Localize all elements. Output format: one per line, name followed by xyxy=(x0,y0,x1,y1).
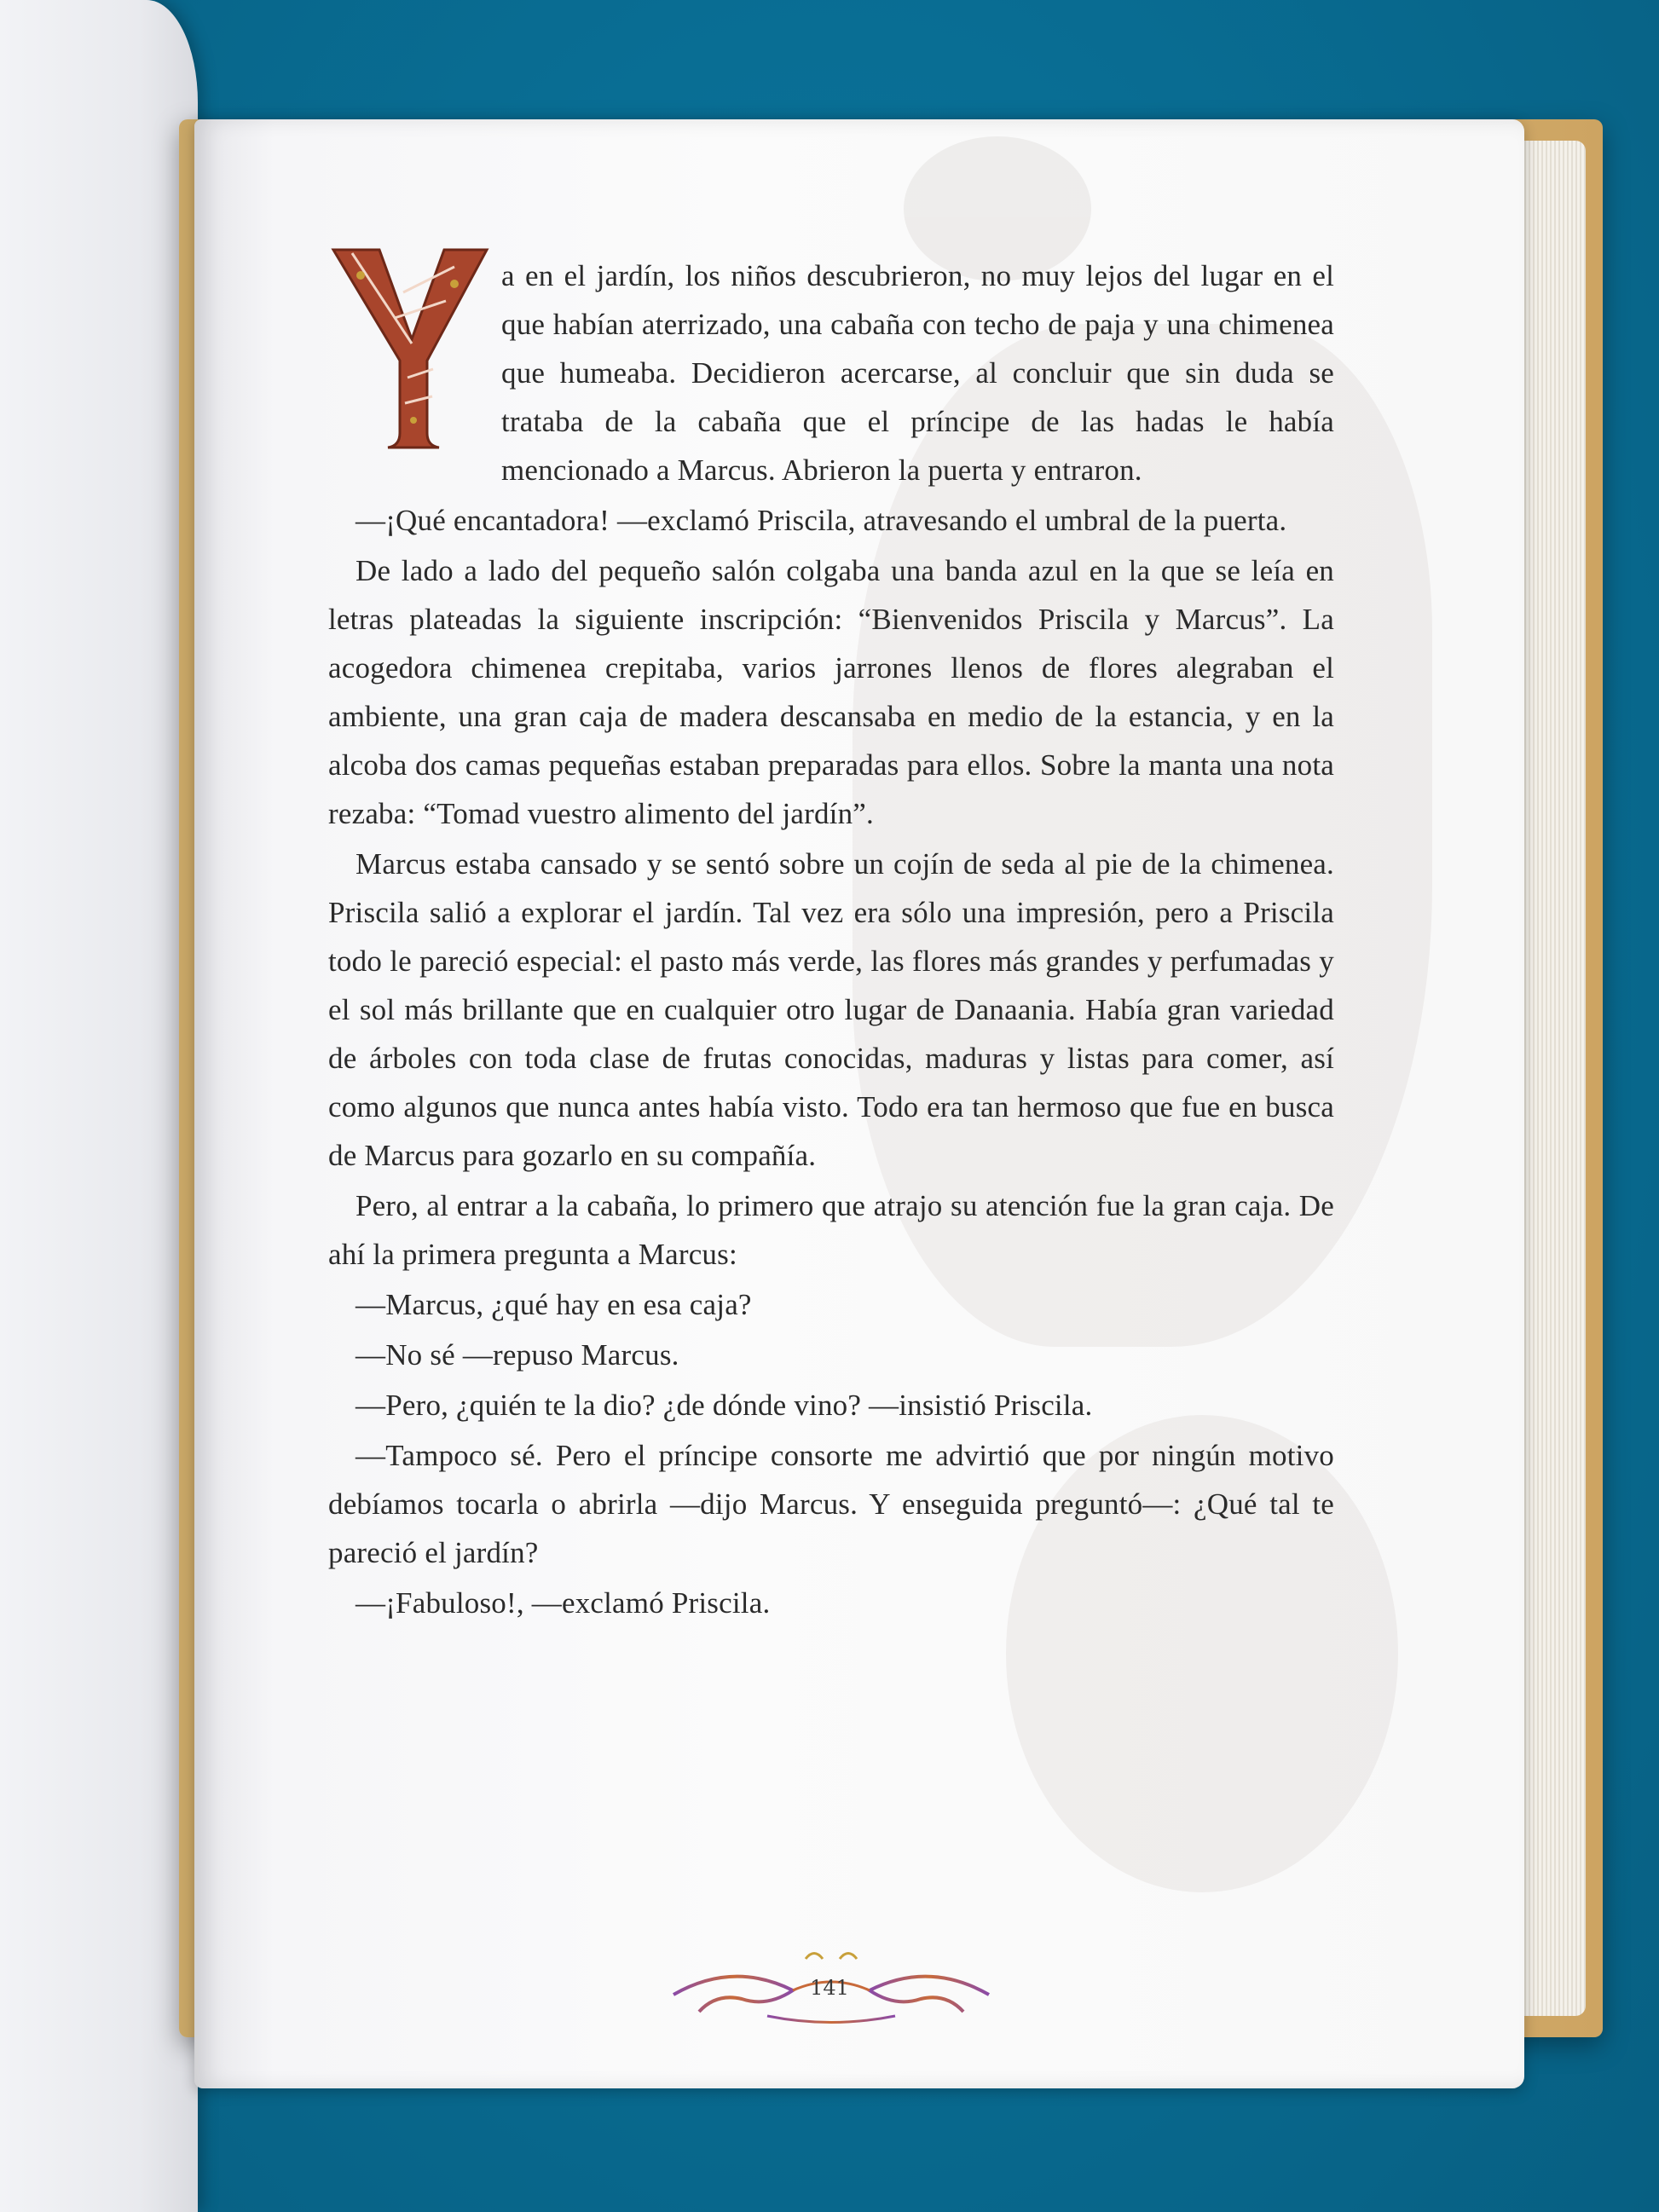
page-number: 141 xyxy=(810,1976,849,2000)
paragraph: —No sé —repuso Marcus. xyxy=(356,1338,679,1372)
page-text xyxy=(328,251,1334,1629)
dropcap-y-icon xyxy=(327,241,493,454)
paragraph xyxy=(328,251,1334,494)
left-page xyxy=(0,0,198,2212)
paragraph: Marcus estaba cansado y se sentó sobre un cojín de seda al pie de la chimenea. Priscila salió a explorar el jardín. Tal vez era sólo una impresión, pero a Priscila todo le pareció especial: el pasto más verde, las flores más grandes y perfumadas y el sol más brillante que en cualquier otro lugar de Danaania. Había gran variedad de árboles con toda clase de frutas conocidas, maduras y listas para comer, así como algunos que nunca antes había visto. Todo era tan hermoso que fue en busca de Marcus para gozarlo en su compañía. xyxy=(328,847,1334,1172)
paragraph: Pero, al entrar a la cabaña, lo primero que atrajo su atención fue la gran caja. De ahí la primera pregunta a Marcus: xyxy=(328,1189,1334,1271)
paragraph: —Marcus, ¿qué hay en esa caja? xyxy=(356,1288,752,1321)
paragraph: —Tampoco sé. Pero el príncipe consorte me advirtió que por ningún motivo debíamos tocarla o abrirla —dijo Marcus. Y enseguida preguntó—: ¿Qué tal te pareció el jardín? xyxy=(328,1439,1334,1569)
paragraph-text: a en el jardín, los niños descubrieron, no muy lejos del lugar en el que habían aterrizado, una cabaña con techo de paja y una chimenea que humeaba. Decidieron acercarse, al concluir que sin duda se trataba de la cabaña que el príncipe de las hadas le había mencionado a Marcus. Abrieron la puerta y entraron. xyxy=(501,259,1334,487)
paragraph: De lado a lado del pequeño salón colgaba una banda azul en la que se leía en letras plateadas la siguiente inscripción: “Bienvenidos Priscila y Marcus”. La acogedora chimenea crepitaba, varios jarrones llenos de flores alegraban el ambiente, una gran caja de madera descansaba en medio de la estancia, y en la alcoba dos camas pequeñas estaban preparadas para ellos. Sobre la manta una nota rezaba: “Tomad vuestro alimento del jardín”. xyxy=(328,554,1334,830)
paragraph: —¡Qué encantadora! —exclamó Priscila, atravesando el umbral de la puerta. xyxy=(356,504,1287,537)
paragraph: —Pero, ¿quién te la dio? ¿de dónde vino? —insistió Priscila. xyxy=(356,1389,1093,1422)
paragraph: —¡Fabuloso!, —exclamó Priscila. xyxy=(356,1586,771,1620)
